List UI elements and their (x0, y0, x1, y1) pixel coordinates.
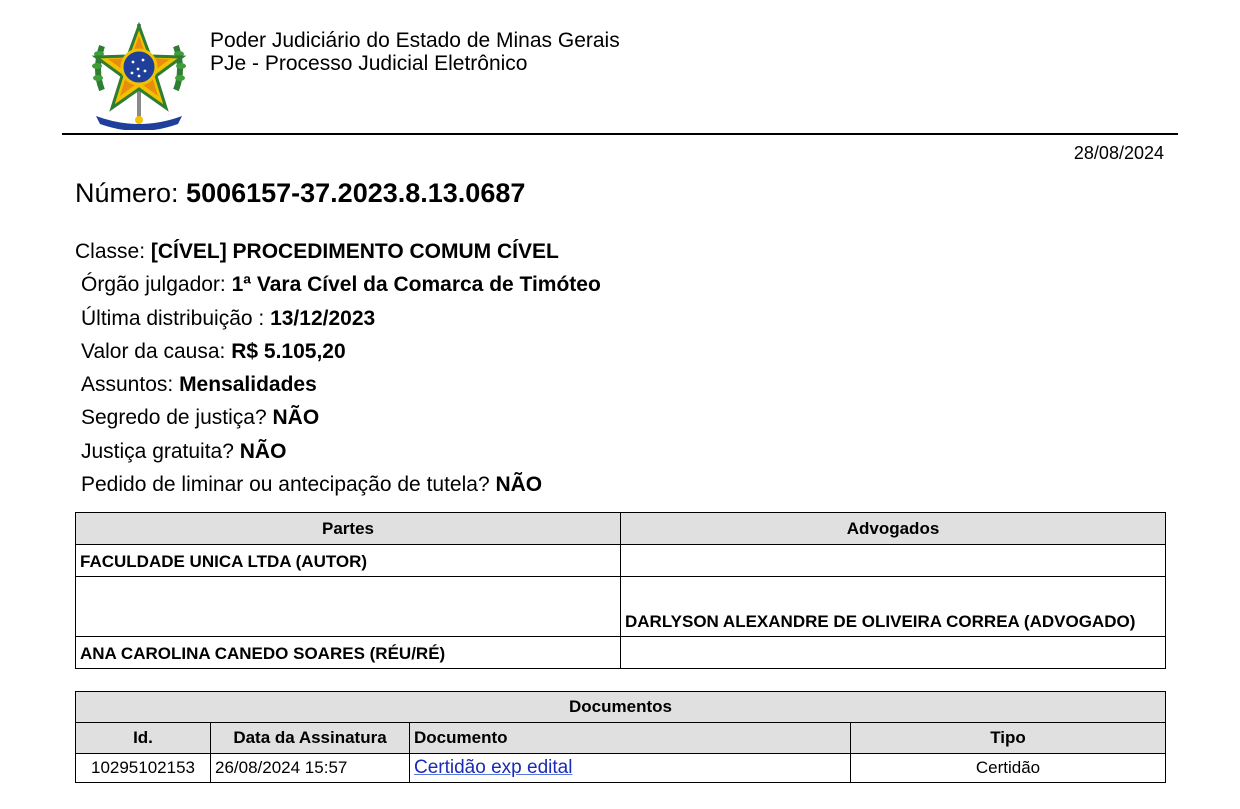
field-distribuicao (81, 307, 375, 331)
doc-type-cell: Certidão (851, 754, 1166, 783)
field-valor-label: Valor da causa: (81, 340, 226, 363)
doc-date-cell: 26/08/2024 15:57 (211, 754, 410, 783)
partes-table (75, 512, 1166, 669)
table-row (76, 637, 1166, 669)
advogado-name: DARLYSON ALEXANDRE DE OLIVEIRA CORREA (ADVOGADO) (625, 612, 1136, 631)
field-classe-label: Classe: (75, 240, 146, 263)
process-number-label: Número: (75, 178, 179, 208)
documentos-table (75, 691, 1166, 783)
tipo-header: Tipo (851, 723, 1166, 754)
advogados-header: Advogados (621, 513, 1166, 545)
doc-id-cell: 10295102153 (76, 754, 211, 783)
system-name: PJe - Processo Judicial Eletrônico (210, 52, 528, 75)
advogado-cell (621, 637, 1166, 669)
id-header: Id. (76, 723, 211, 754)
field-distribuicao-value: 13/12/2023 (270, 307, 376, 330)
field-distribuicao-label: Última distribuição : (81, 307, 265, 330)
field-valor (81, 340, 346, 364)
field-liminar-value: NÃO (495, 473, 543, 496)
data-assinatura-header: Data da Assinatura (211, 723, 410, 754)
field-assuntos (81, 373, 317, 397)
field-gratuita (81, 440, 286, 464)
document-date: 28/08/2024 (1073, 143, 1164, 163)
advogado-cell (621, 545, 1166, 577)
partes-header-row (76, 513, 1166, 545)
documentos-title-row (76, 692, 1166, 723)
partes-header: Partes (76, 513, 621, 545)
field-segredo-label: Segredo de justiça? (81, 406, 267, 429)
table-row (76, 577, 1166, 637)
court-name: Poder Judiciário do Estado de Minas Gerais (210, 29, 620, 52)
documento-header: Documento (410, 723, 851, 754)
table-row (76, 545, 1166, 577)
field-orgao-label: Órgão julgador: (81, 273, 226, 296)
table-row (76, 754, 1166, 783)
field-gratuita-label: Justiça gratuita? (81, 440, 234, 463)
process-number-value: 5006157-37.2023.8.13.0687 (186, 178, 526, 208)
brazil-coat-of-arms-icon (88, 20, 190, 130)
field-segredo-value: NÃO (272, 406, 320, 429)
advogado-cell (621, 577, 1166, 637)
documentos-title: Documentos (76, 692, 1166, 723)
field-assuntos-label: Assuntos: (81, 373, 174, 396)
field-valor-value: R$ 5.105,20 (231, 340, 346, 363)
field-classe-value: [CÍVEL] PROCEDIMENTO COMUM CÍVEL (150, 240, 559, 263)
field-segredo (81, 406, 319, 430)
doc-name-cell (410, 754, 851, 783)
field-assuntos-value: Mensalidades (179, 373, 317, 396)
field-gratuita-value: NÃO (239, 440, 287, 463)
field-liminar-label: Pedido de liminar ou antecipação de tutela? (81, 473, 490, 496)
field-liminar (81, 473, 542, 497)
parte-cell: FACULDADE UNICA LTDA (AUTOR) (76, 545, 621, 577)
process-number (75, 177, 525, 209)
documentos-header-row (76, 723, 1166, 754)
field-classe (75, 240, 559, 264)
header-divider (62, 133, 1178, 135)
document-link[interactable]: Certidão exp edital (414, 757, 573, 778)
field-orgao-value: 1ª Vara Cível da Comarca de Timóteo (231, 273, 601, 296)
parte-cell: ANA CAROLINA CANEDO SOARES (RÉU/RÉ) (76, 637, 621, 669)
parte-cell (76, 577, 621, 637)
field-orgao (81, 273, 601, 297)
